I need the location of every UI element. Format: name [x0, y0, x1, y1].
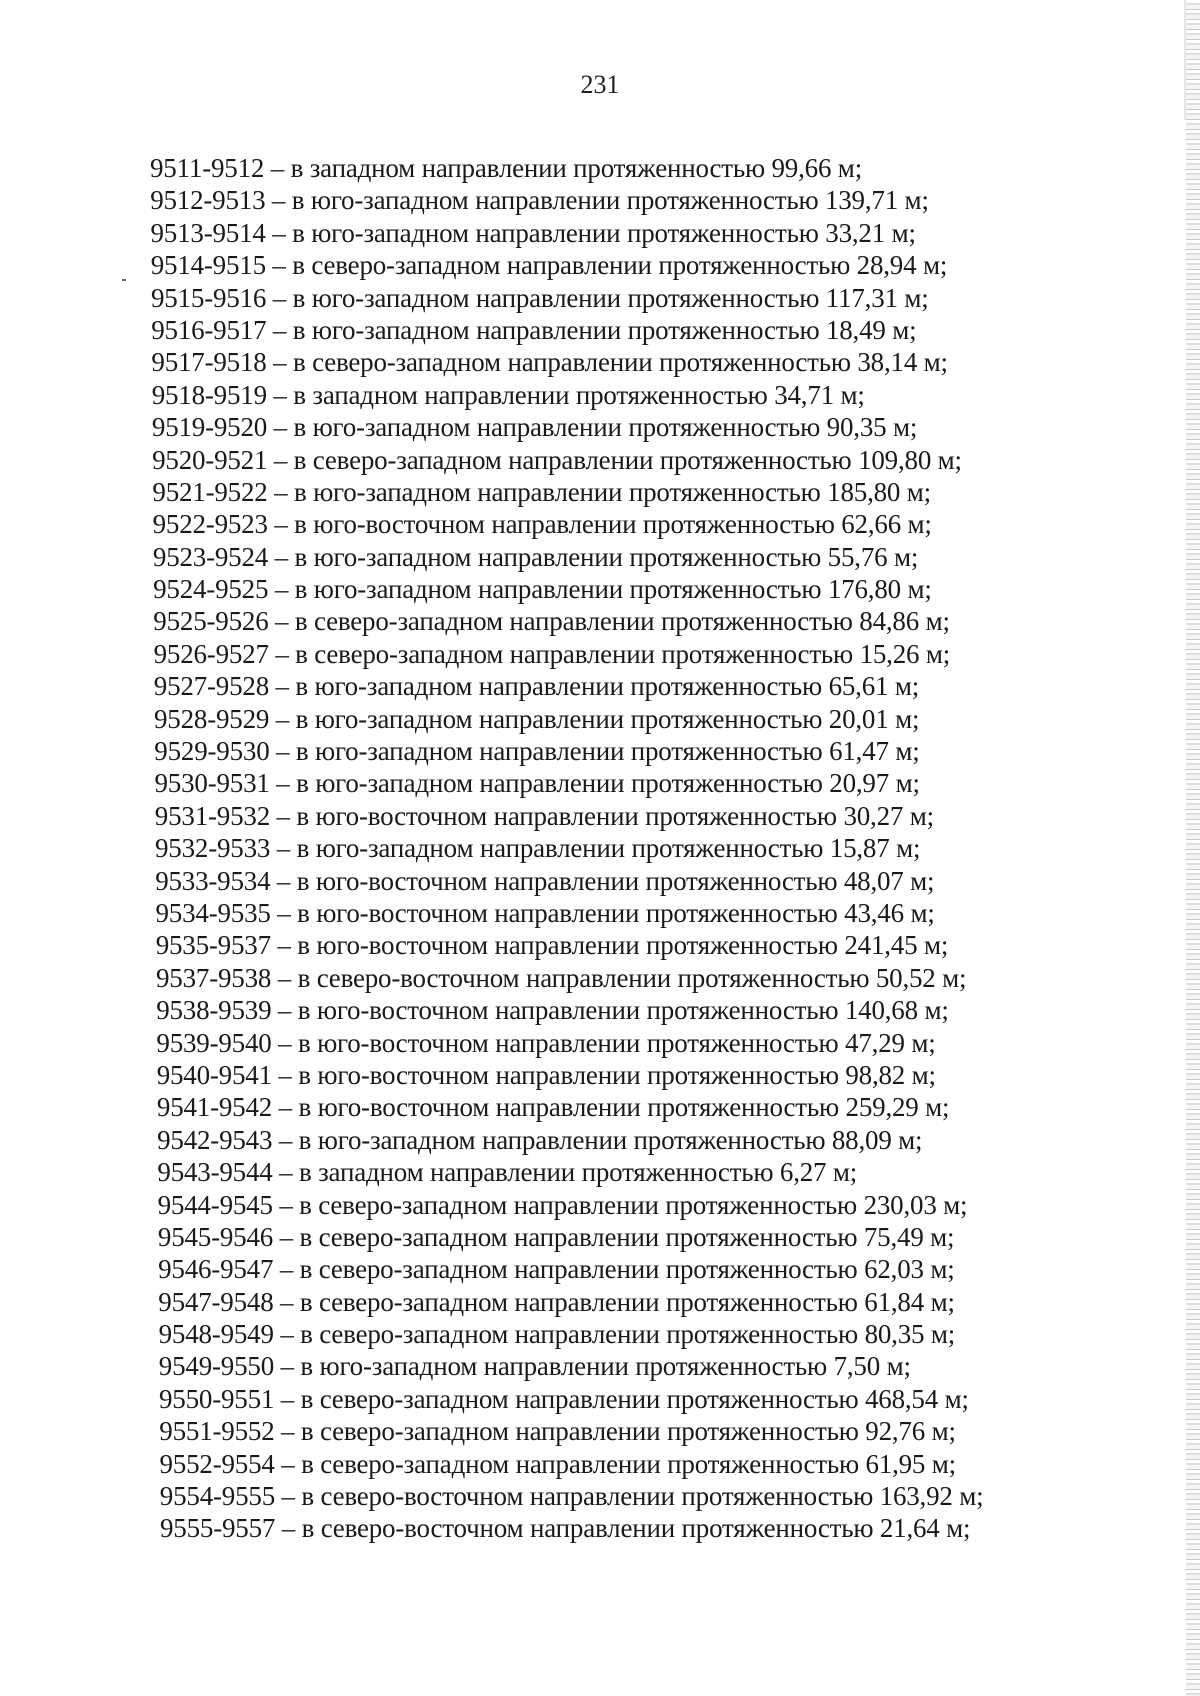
boundary-segment-line: 9546-9547 – в северо-западном направлении протяженностью 62,03 м; — [158, 1254, 955, 1285]
boundary-segment-line: 9516-9517 – в юго-западном направлении протяженностью 18,49 м; — [151, 314, 917, 345]
boundary-segment-line: 9540-9541 – в юго-восточном направлении протяженностью 98,82 м; — [156, 1059, 936, 1090]
boundary-segment-line: 9547-9548 – в северо-западном направлении протяженностью 61,84 м; — [158, 1286, 955, 1317]
boundary-segment-line: 9521-9522 – в юго-западном направлении протяженностью 185,80 м; — [152, 476, 931, 507]
boundary-segment-line: 9526-9527 – в северо-западном направлении протяженностью 15,26 м; — [153, 638, 951, 669]
boundary-segment-line: 9517-9518 – в северо-западном направлении протяженностью 38,14 м; — [151, 347, 948, 378]
boundary-segment-line: 9519-9520 – в юго-западном направлении протяженностью 90,35 м; — [151, 412, 918, 443]
boundary-segment-line: 9544-9545 – в северо-западном направлении протяженностью 230,03 м; — [157, 1189, 968, 1220]
boundary-segment-line: 9551-9552 – в северо-западном направлении протяженностью 92,76 м; — [159, 1416, 956, 1447]
boundary-segment-line: 9531-9532 – в юго-восточном направлении протяженностью 30,27 м; — [154, 800, 934, 831]
page-number: 231 — [580, 70, 620, 99]
boundary-segment-line: 9515-9516 – в юго-западном направлении протяженностью 117,31 м; — [151, 282, 929, 313]
scan-edge-binding — [1186, 0, 1200, 1696]
boundary-segment-line: 9543-9544 – в западном направлении протяженностью 6,27 м; — [157, 1157, 858, 1188]
boundary-segment-line: 9550-9551 – в северо-западном направлении протяженностью 468,54 м; — [159, 1383, 969, 1414]
boundary-segment-line: 9548-9549 – в северо-западном направлении протяженностью 80,35 м; — [158, 1319, 956, 1350]
boundary-segment-line: 9535-9537 – в юго-восточном направлении протяженностью 241,45 м; — [155, 930, 949, 961]
boundary-segment-line: 9539-9540 – в юго-восточном направлении протяженностью 47,29 м; — [156, 1027, 936, 1058]
boundary-segment-line: 9513-9514 – в юго-западном направлении протяженностью 33,21 м; — [150, 217, 916, 248]
boundary-segment-line: 9511-9512 – в западном направлении протяженностью 99,66 м; — [150, 153, 862, 183]
boundary-segment-line: 9528-9529 – в юго-западном направлении протяженностью 20,01 м; — [154, 703, 920, 734]
boundary-segment-line: 9554-9555 – в северо-восточном направлении протяженностью 163,92 м; — [159, 1481, 984, 1512]
boundary-segment-line: 9552-9554 – в северо-западном направлении протяженностью 61,95 м; — [159, 1448, 956, 1479]
boundary-segment-line: 9512-9513 – в юго-западном направлении протяженностью 139,71 м; — [150, 185, 929, 216]
boundary-segment-line: 9522-9523 – в юго-восточном направлении протяженностью 62,66 м; — [152, 509, 932, 540]
boundary-segment-line: 9520-9521 – в северо-западном направлении протяженностью 109,80 м; — [152, 444, 962, 475]
boundary-segment-line: 9524-9525 – в юго-западном направлении протяженностью 176,80 м; — [153, 574, 932, 605]
boundary-segment-line: 9542-9543 – в юго-западном направлении протяженностью 88,09 м; — [157, 1124, 923, 1155]
boundary-segment-line: 9532-9533 – в юго-западном направлении протяженностью 15,87 м; — [155, 833, 921, 864]
boundary-segment-line: 9534-9535 – в юго-восточном направлении протяженностью 43,46 м; — [155, 897, 935, 928]
boundary-segment-line: 9555-9557 – в северо-восточном направлении протяженностью 21,64 м; — [160, 1513, 971, 1544]
scan-artifact-mark — [122, 279, 126, 281]
boundary-segment-line: 9537-9538 – в северо-восточном направлении протяженностью 50,52 м; — [156, 962, 967, 993]
boundary-segment-line: 9545-9546 – в северо-западном направлении протяженностью 75,49 м; — [157, 1221, 955, 1252]
boundary-segment-line: 9538-9539 – в юго-восточном направлении протяженностью 140,68 м; — [156, 995, 949, 1026]
boundary-segment-line: 9514-9515 – в северо-западном направлении протяженностью 28,94 м; — [150, 250, 948, 281]
boundary-segment-line: 9527-9528 – в юго-западном направлении протяженностью 65,61 м; — [153, 671, 920, 702]
boundary-segment-line: 9523-9524 – в юго-западном направлении протяженностью 55,76 м; — [152, 541, 919, 572]
boundary-segment-line: 9529-9530 – в юго-западном направлении протяженностью 61,47 м; — [154, 736, 920, 767]
boundary-segment-line: 9525-9526 – в северо-западном направлении протяженностью 84,86 м; — [153, 606, 950, 637]
boundary-segment-line: 9518-9519 – в западном направлении протяженностью 34,71 м; — [151, 379, 865, 410]
boundary-segment-line: 9541-9542 – в юго-восточном направлении протяженностью 259,29 м; — [156, 1092, 950, 1123]
boundary-segment-line: 9533-9534 – в юго-восточном направлении протяженностью 48,07 м; — [155, 865, 935, 896]
boundary-segment-line: 9530-9531 – в юго-западном направлении протяженностью 20,97 м; — [154, 768, 920, 799]
boundary-description-list — [0, 152, 1120, 1545]
boundary-segment-line: 9549-9550 – в юго-западном направлении протяженностью 7,50 м; — [158, 1351, 911, 1382]
